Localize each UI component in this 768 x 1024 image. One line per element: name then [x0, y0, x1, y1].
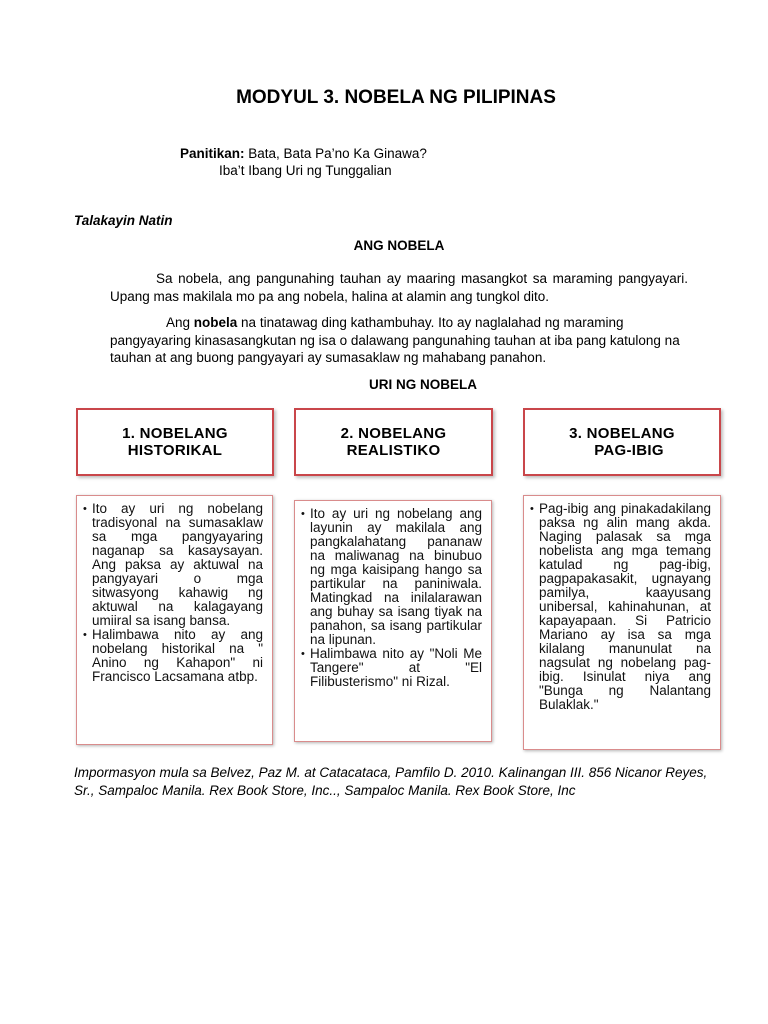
desc-1-bullet-1: • Ito ay uri ng nobelang tradisyonal na sumasaklaw sa mga pangyayaring naganap sa kasaysayan. Ang paksa ay aktuwal na pangyayari o mga sitwasyong kahawig ng aktuwal na kalagayang umiiral sa isang bansa.	[83, 502, 263, 628]
paragraph-1	[110, 270, 688, 305]
paragraph-2-bold: nobela	[193, 315, 238, 330]
section-heading: ANG NOBELA	[353, 238, 445, 253]
type-1-line2: HISTORIKAL	[127, 442, 223, 459]
panitikan-label: Panitikan:	[180, 146, 245, 161]
desc-2-bullet-1: • Ito ay uri ng nobelang ang layunin ay makilala ang pangkalahatang pananaw na maliwanag na binubuo ng mga kaisipang hango sa partikular na paniniwala. Matingkad na inilalarawan ang buhay sa isang tiyak na panahon, sa isang partikular na lipunan.	[301, 507, 482, 647]
desc-2-bullet-2: • Halimbawa nito ay "Noli Me Tangere" at "El Filibusterismo" ni Rizal.	[301, 647, 482, 689]
desc-box-pag-ibig	[523, 495, 721, 750]
type-2-line2: REALISTIKO	[346, 442, 441, 459]
type-box-historikal	[76, 408, 274, 476]
paragraph-2-after: na tinatawag ding kathambuhay. Ito ay naglalahad ng maraming pangyayaring kinasasangkutan ng isa o dalawang pangunahing tauhan at iba pang katulong na tauhan at ang buong pangyayari ay sumasaklaw ng mahabang panahon.	[110, 315, 680, 365]
type-box-pag-ibig	[523, 408, 721, 476]
paragraph-2	[110, 314, 685, 367]
type-box-realistiko	[294, 408, 493, 476]
desc-box-realistiko	[294, 500, 492, 742]
panitikan-title-1: Bata, Bata Pa’no Ka Ginawa?	[248, 146, 427, 161]
desc-3-bullet-1: • Pag-ibig ang pinakadakilang paksa ng alin mang akda. Naging palasak sa mga nobelista ang mga temang katulad ng pag-ibig, pagpapakasakit, ugnayang pamilya, kaayusang unibersal, kahinahunan, at kapayapaan. Si Patricio Mariano ay isa sa mga kilalang manunulat na nagsulat ng nobelang pag-ibig. Isinulat niya ang "Bunga ng Nalantang Bulaklak."	[530, 502, 711, 712]
type-1-line1: 1. NOBELANG	[122, 425, 228, 442]
panitikan-block	[180, 145, 427, 179]
type-3-line1: 3. NOBELANG	[569, 425, 675, 442]
type-3-line2: PAG-IBIG	[594, 442, 664, 459]
talakayin-heading: Talakayin Natin	[74, 213, 173, 228]
type-2-line1: 2. NOBELANG	[340, 425, 447, 442]
uri-heading: URI NG NOBELA	[369, 377, 477, 392]
paragraph-1-text: Sa nobela, ang pangunahing tauhan ay maaring masangkot sa maraming pangyayari. Upang mas makilala mo pa ang nobela, halina at alamin ang tungkol dito.	[110, 271, 688, 304]
desc-1-bullet-2: • Halimbawa nito ay ang nobelang historikal na " Anino ng Kahapon" ni Francisco Lacsamana atbp.	[83, 628, 263, 684]
paragraph-2-before: Ang	[166, 315, 194, 330]
desc-box-historikal	[76, 495, 273, 745]
panitikan-title-2: Iba’t Ibang Uri ng Tunggalian	[219, 163, 392, 178]
source-citation: Impormasyon mula sa Belvez, Paz M. at Catacataca, Pamfilo D. 2010. Kalinangan III. 856 Nicanor Reyes, Sr., Sampaloc Manila. Rex Book Store, Inc.., Sampaloc Manila. Rex Book Store, Inc	[74, 765, 708, 798]
page-title: MODYUL 3. NOBELA NG PILIPINAS	[236, 87, 556, 108]
